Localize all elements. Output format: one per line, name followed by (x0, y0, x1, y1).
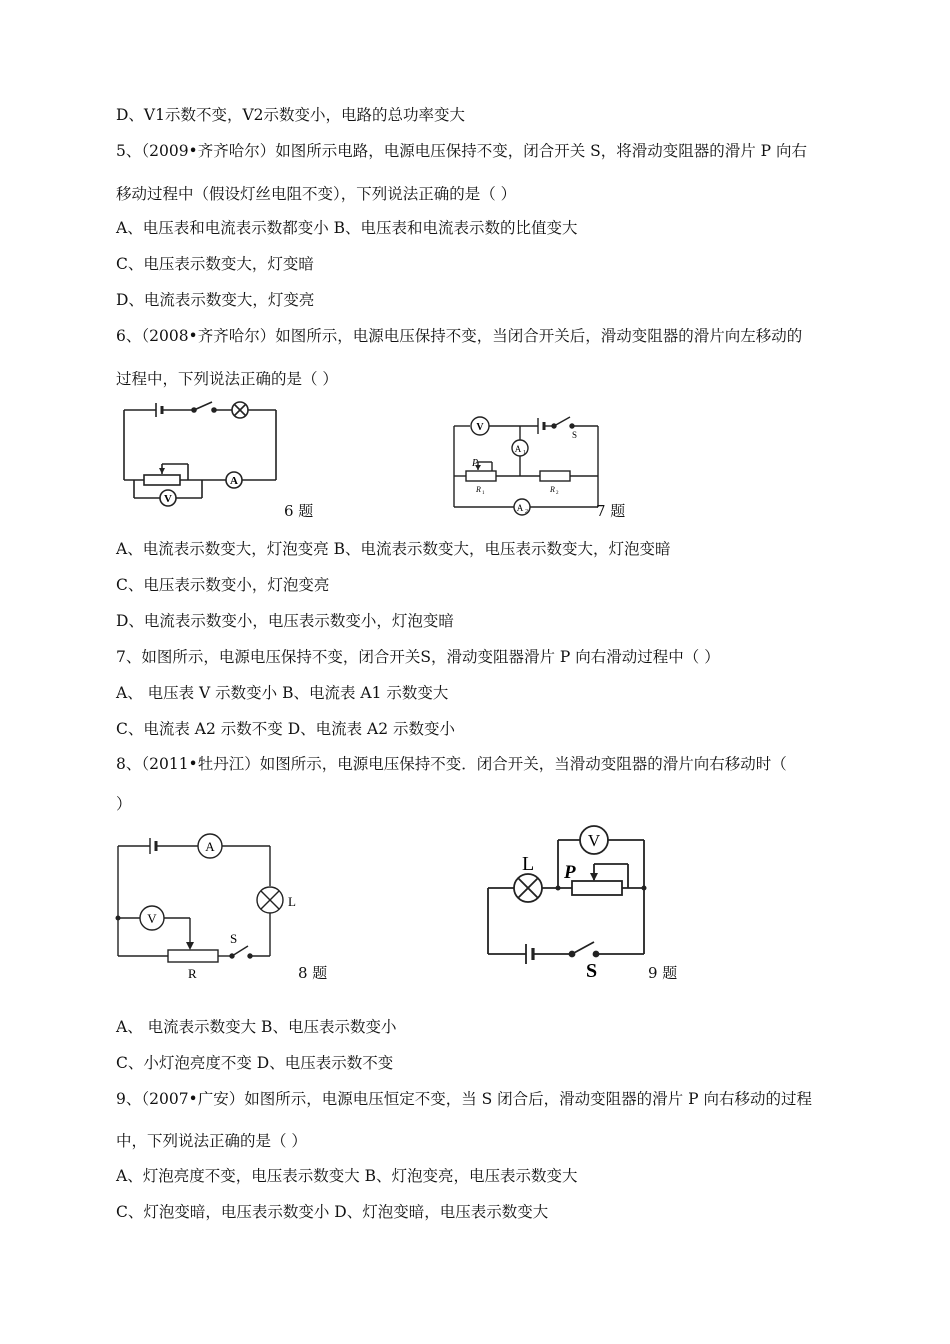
switch-blade (232, 946, 248, 956)
option-8cd: C、小灯泡亮度不变 D、电压表示数不变 (116, 1054, 394, 1072)
slider-label: P (564, 862, 576, 883)
r1-subscript: 1 (482, 491, 485, 496)
voltmeter-label: V (587, 831, 601, 850)
voltmeter-label: V (476, 422, 484, 433)
ammeter-1-label: A (514, 444, 522, 454)
slider-arrow (186, 942, 194, 950)
switch-label: S (572, 430, 578, 440)
resistor-r1-icon (466, 471, 496, 481)
junction-dot (116, 916, 121, 921)
switch-blade (572, 942, 594, 954)
junction-dot (556, 886, 561, 891)
switch-blade (194, 402, 212, 410)
r2-label: R (550, 485, 555, 494)
option-6d: D、电流表示数变小，电压表示数变小，灯泡变暗 (116, 612, 454, 630)
circuit-figure-8 (112, 828, 302, 983)
option-5c: C、电压表示数变大，灯变暗 (116, 255, 314, 273)
r2-subscript: 2 (556, 491, 559, 496)
ammeter-label: A (205, 839, 215, 854)
circuit-figure-9 (482, 820, 662, 980)
question-5-line-2: 移动过程中（假设灯丝电阻不变），下列说法正确的是（ ） (116, 185, 517, 203)
rheostat-icon (168, 950, 218, 962)
switch-label: S (230, 931, 238, 946)
circuit-figure-6 (116, 398, 286, 516)
r1-label: R (476, 485, 481, 494)
option-9cd: C、灯泡变暗，电压表示数变小 D、灯泡变暗，电压表示数变大 (116, 1203, 549, 1221)
rheostat-icon (144, 475, 180, 485)
junction-dot (642, 886, 647, 891)
figure-7-caption: 7 题 (596, 502, 626, 520)
switch-blade (554, 417, 570, 426)
option-7ab: A、 电压表 V 示数变小 B、电流表 A1 示数变大 (116, 684, 449, 702)
lamp-label: L (288, 894, 296, 909)
figure-6-caption: 6 题 (284, 502, 314, 520)
ammeter-2-label: A (516, 503, 524, 513)
option-6ab: A、电流表示数变大，灯泡变亮 B、电流表示数变大，电压表示数变大，灯泡变暗 (116, 540, 671, 558)
figure-9-caption: 9 题 (648, 964, 678, 982)
resistor-r2-icon (540, 471, 570, 481)
rheostat-icon (572, 881, 622, 895)
ammeter-1-subscript: 1 (523, 450, 526, 456)
lamp-label: L (522, 853, 535, 875)
ammeter-2-subscript: 2 (525, 509, 528, 515)
option-9ab: A、灯泡亮度不变，电压表示数变大 B、灯泡变亮，电压表示数变大 (116, 1167, 578, 1185)
slider-arrow (590, 873, 598, 881)
option-8ab: A、 电流表示数变大 B、电压表示数变小 (116, 1018, 397, 1036)
option-4d: D、V1示数不变，V2示数变小，电路的总功率变大 (116, 106, 466, 124)
option-5ab: A、电压表和电流表示数都变小 B、电压表和电流表示数的比值变大 (116, 219, 578, 237)
question-9-line-1: 9、（2007•广安）如图所示，电源电压恒定不变，当 S 闭合后，滑动变阻器的滑片 P 向右移动的过程 (116, 1090, 812, 1108)
figure-8-caption: 8 题 (298, 964, 328, 982)
rheostat-label: R (188, 966, 197, 981)
option-7cd: C、电流表 A2 示数不变 D、电流表 A2 示数变小 (116, 720, 456, 738)
slider-label: P (472, 458, 479, 469)
question-5-line-1: 5、（2009•齐齐哈尔）如图所示电路，电源电压保持不变，闭合开关 S，将滑动变阻器的滑片 P 向右 (116, 142, 808, 160)
circuit-figure-7 (448, 412, 608, 518)
question-8-line-1: 8、（2011•牡丹江）如图所示，电源电压保持不变．闭合开关，当滑动变阻器的滑片向右移动时（ (116, 755, 787, 773)
option-5d: D、电流表示数变大，灯变亮 (116, 291, 315, 309)
question-9-line-2: 中，下列说法正确的是（ ） (116, 1132, 307, 1150)
question-8-line-2: ） (116, 795, 132, 813)
ammeter-label: A (230, 475, 238, 487)
question-6-line-2: 过程中，下列说法正确的是（ ） (116, 370, 338, 388)
question-7: 7、如图所示，电源电压保持不变，闭合开关S，滑动变阻器滑片 P 向右滑动过程中（ ） (116, 648, 720, 666)
option-6c: C、电压表示数变小，灯泡变亮 (116, 576, 330, 594)
question-6-line-1: 6、（2008•齐齐哈尔）如图所示，电源电压保持不变，当闭合开关后，滑动变阻器的滑片向左移动的 (116, 327, 803, 345)
switch-label: S (586, 960, 598, 980)
voltmeter-label: V (164, 493, 172, 505)
voltmeter-label: V (147, 911, 157, 926)
slider-arrow (159, 468, 165, 474)
